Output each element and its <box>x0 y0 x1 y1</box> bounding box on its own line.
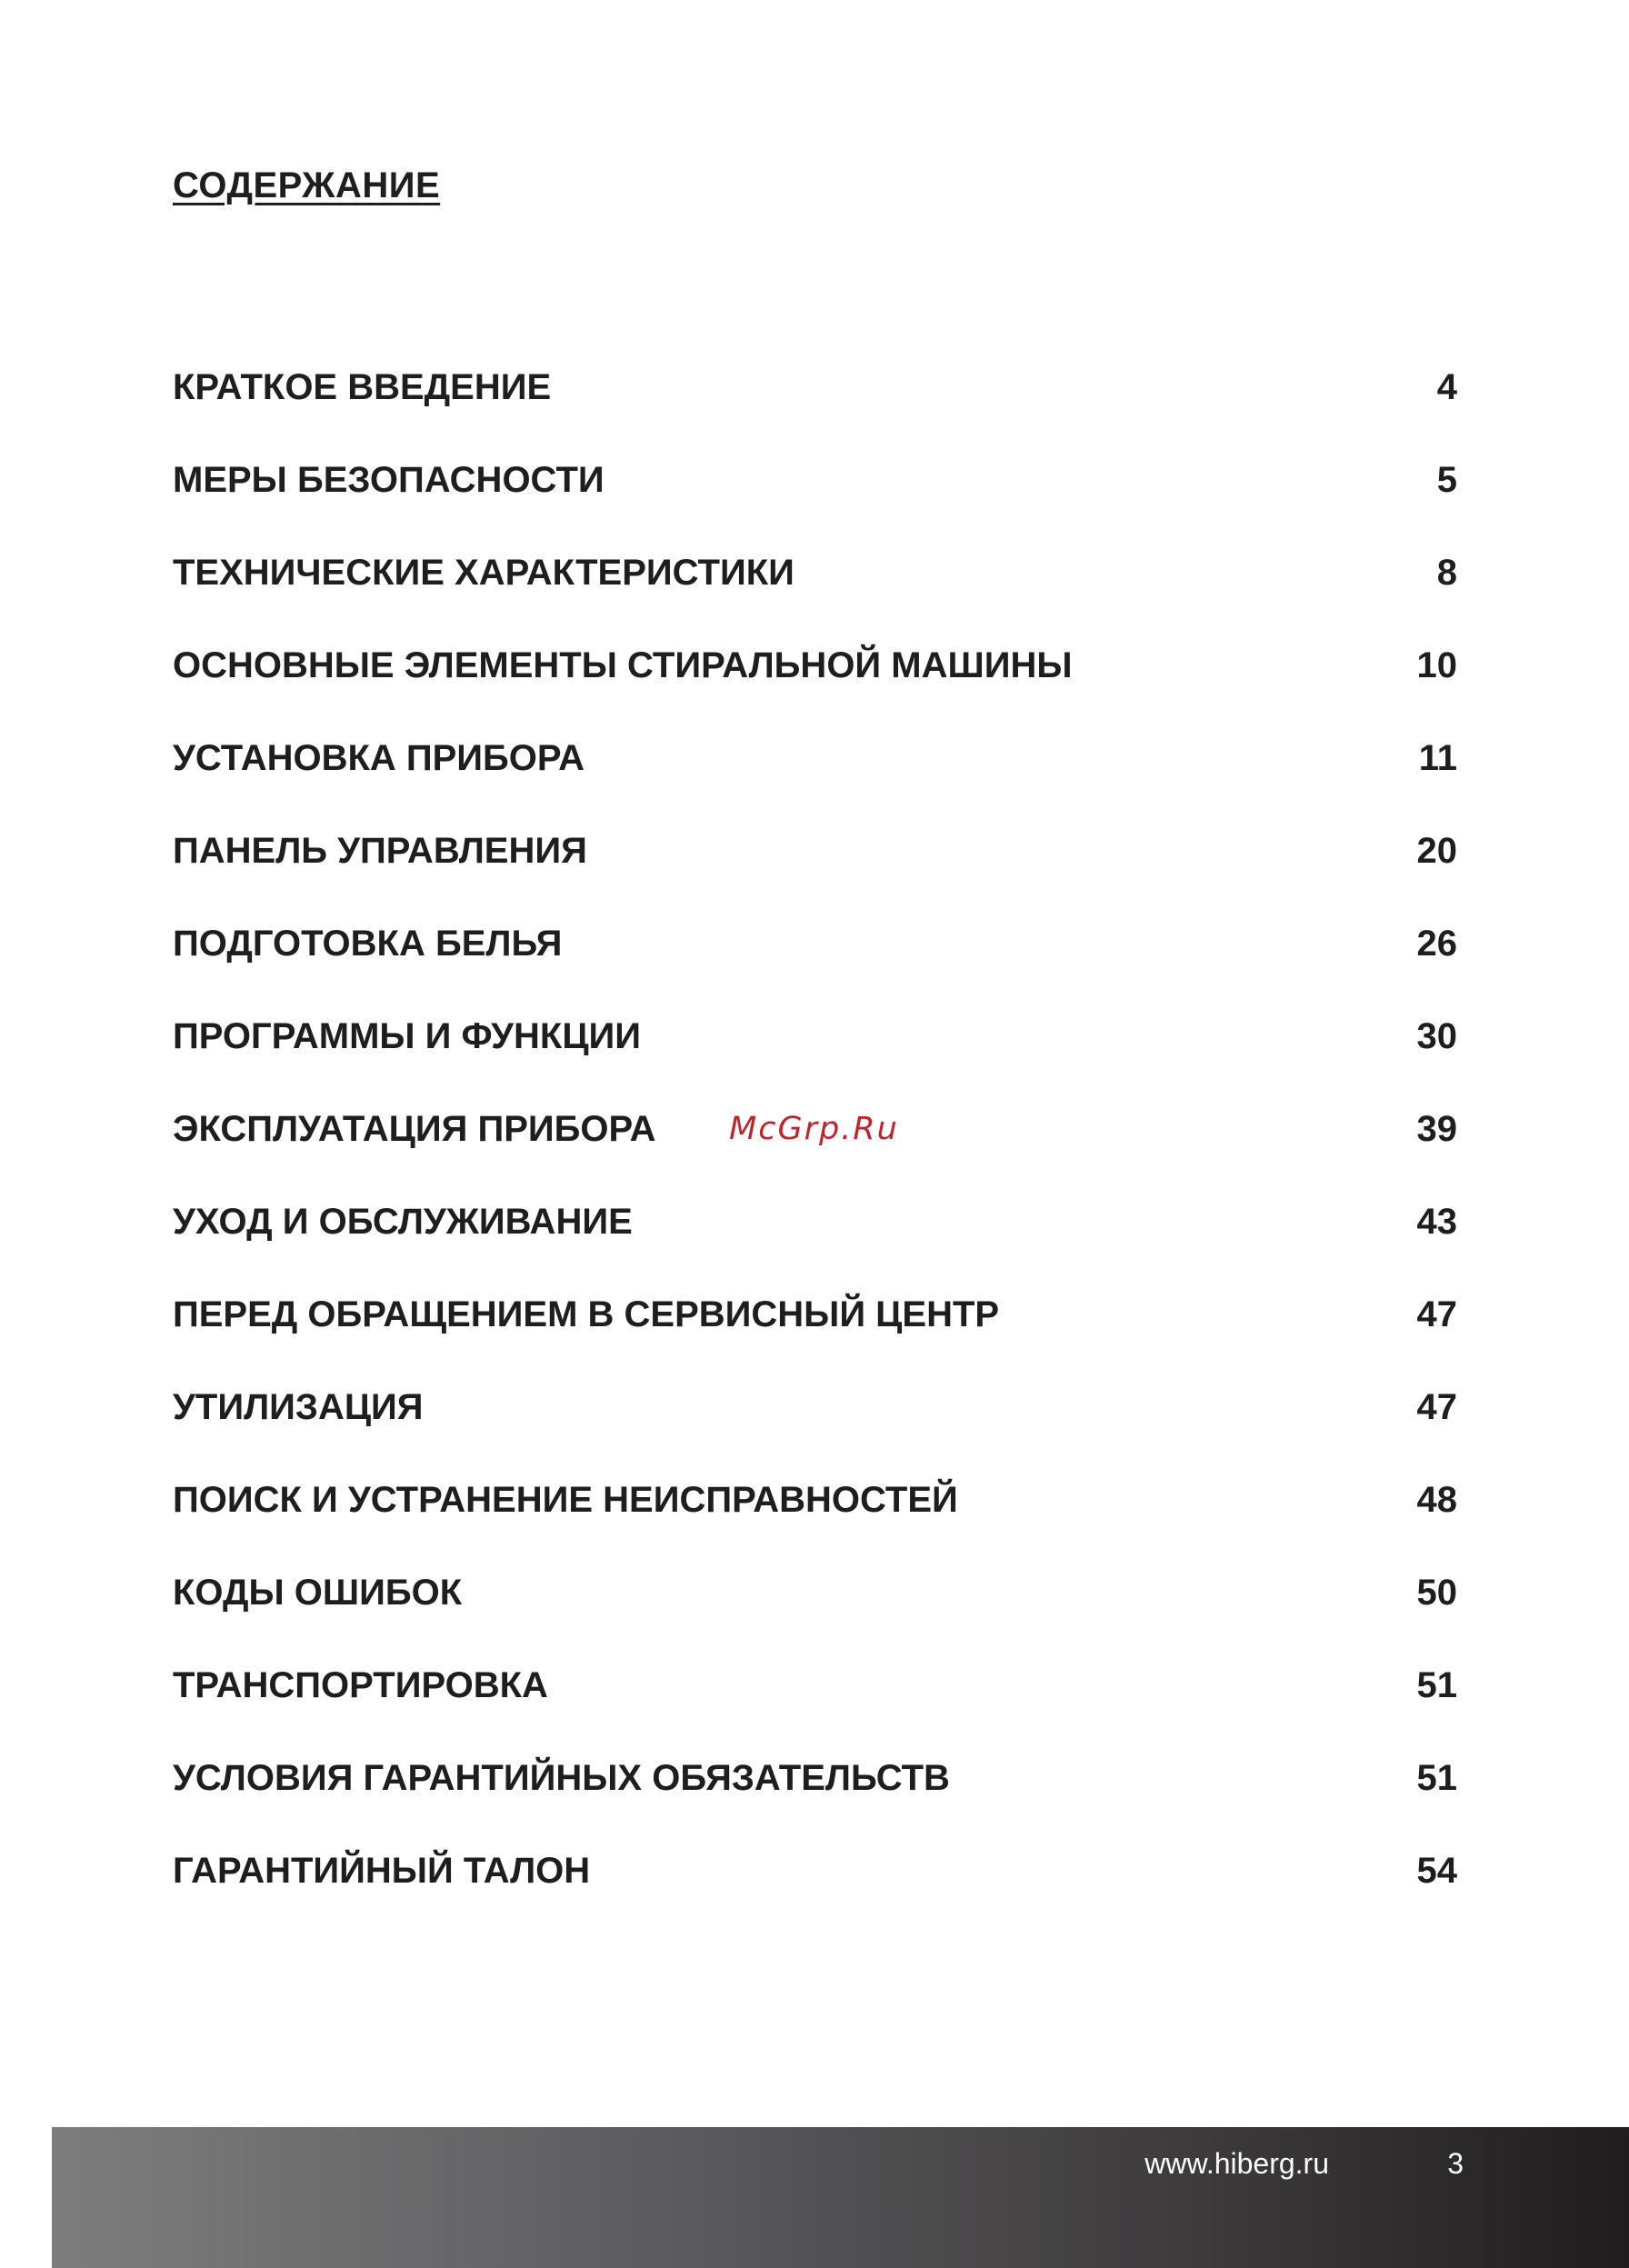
toc-item-label: ПОДГОТОВКА БЕЛЬЯ <box>173 924 563 964</box>
toc-item-page: 11 <box>1418 738 1457 778</box>
toc-item[interactable] <box>173 913 1457 1005</box>
toc-item[interactable] <box>173 820 1457 913</box>
toc-item-page: 43 <box>1416 1202 1457 1242</box>
toc-item[interactable] <box>173 1747 1457 1840</box>
toc-item-page: 48 <box>1416 1480 1457 1520</box>
toc-item-label: КРАТКОЕ ВВЕДЕНИЕ <box>173 367 552 407</box>
toc-item-label: УСЛОВИЯ ГАРАНТИЙНЫХ ОБЯЗАТЕЛЬСТВ <box>173 1758 950 1798</box>
toc-item-label: ОСНОВНЫЕ ЭЛЕМЕНТЫ СТИРАЛЬНОЙ МАШИНЫ <box>173 645 1073 685</box>
page-title: СОДЕРЖАНИЕ <box>173 165 441 205</box>
toc-item[interactable] <box>173 542 1457 634</box>
toc-item[interactable] <box>173 1840 1457 1933</box>
toc-item[interactable] <box>173 1284 1457 1376</box>
toc-item-page: 26 <box>1416 924 1457 964</box>
toc-item-label: ПОИСК И УСТРАНЕНИЕ НЕИСПРАВНОСТЕЙ <box>173 1480 958 1520</box>
toc-item-page: 5 <box>1436 460 1457 500</box>
toc-item-label: УСТАНОВКА ПРИБОРА <box>173 738 585 778</box>
toc-item-label: УТИЛИЗАЦИЯ <box>173 1387 424 1427</box>
toc-item-label: ПРОГРАММЫ И ФУНКЦИИ <box>173 1016 642 1056</box>
toc-item-label: УХОД И ОБСЛУЖИВАНИЕ <box>173 1202 633 1242</box>
toc-item-label: КОДЫ ОШИБОК <box>173 1573 463 1613</box>
toc-item[interactable] <box>173 727 1457 820</box>
toc-item[interactable] <box>173 1376 1457 1469</box>
toc-item-label: ПАНЕЛЬ УПРАВЛЕНИЯ <box>173 831 587 871</box>
toc-item[interactable] <box>173 1469 1457 1562</box>
toc-item[interactable] <box>173 1005 1457 1098</box>
toc-item-label: МЕРЫ БЕЗОПАСНОСТИ <box>173 460 605 500</box>
toc-item-page: 47 <box>1416 1387 1457 1427</box>
toc-item-label: ПЕРЕД ОБРАЩЕНИЕМ В СЕРВИСНЫЙ ЦЕНТР <box>173 1294 1000 1334</box>
footer-bar <box>52 2127 1629 2268</box>
toc-item[interactable] <box>173 634 1457 727</box>
toc-item[interactable] <box>173 449 1457 542</box>
toc-item-page: 47 <box>1416 1294 1457 1334</box>
toc-item-page: 51 <box>1416 1758 1457 1798</box>
footer-page-number: 3 <box>1447 2147 1464 2180</box>
toc-item-page: 10 <box>1416 645 1457 685</box>
toc-item-label: ТРАНСПОРТИРОВКА <box>173 1665 548 1705</box>
toc-item[interactable] <box>173 356 1457 449</box>
watermark: McGrp.Ru <box>729 1111 899 1147</box>
toc-item[interactable] <box>173 1562 1457 1654</box>
toc-item[interactable] <box>173 1654 1457 1747</box>
toc-item-label: ЭКСПЛУАТАЦИЯ ПРИБОРА <box>173 1109 656 1149</box>
toc-item-page: 4 <box>1436 367 1457 407</box>
footer-website-link[interactable]: www.hiberg.ru <box>1144 2147 1329 2180</box>
toc-item-page: 30 <box>1416 1016 1457 1056</box>
toc-item-page: 20 <box>1416 831 1457 871</box>
toc-item-page: 50 <box>1416 1573 1457 1613</box>
toc-item-page: 54 <box>1416 1851 1457 1891</box>
toc-item-page: 51 <box>1416 1665 1457 1705</box>
toc-item-page: 8 <box>1436 553 1457 593</box>
toc-item-label: ТЕХНИЧЕСКИЕ ХАРАКТЕРИСТИКИ <box>173 553 795 593</box>
toc-item-page: 39 <box>1416 1109 1457 1149</box>
toc-item-label: ГАРАНТИЙНЫЙ ТАЛОН <box>173 1851 591 1891</box>
toc-item[interactable] <box>173 1191 1457 1284</box>
